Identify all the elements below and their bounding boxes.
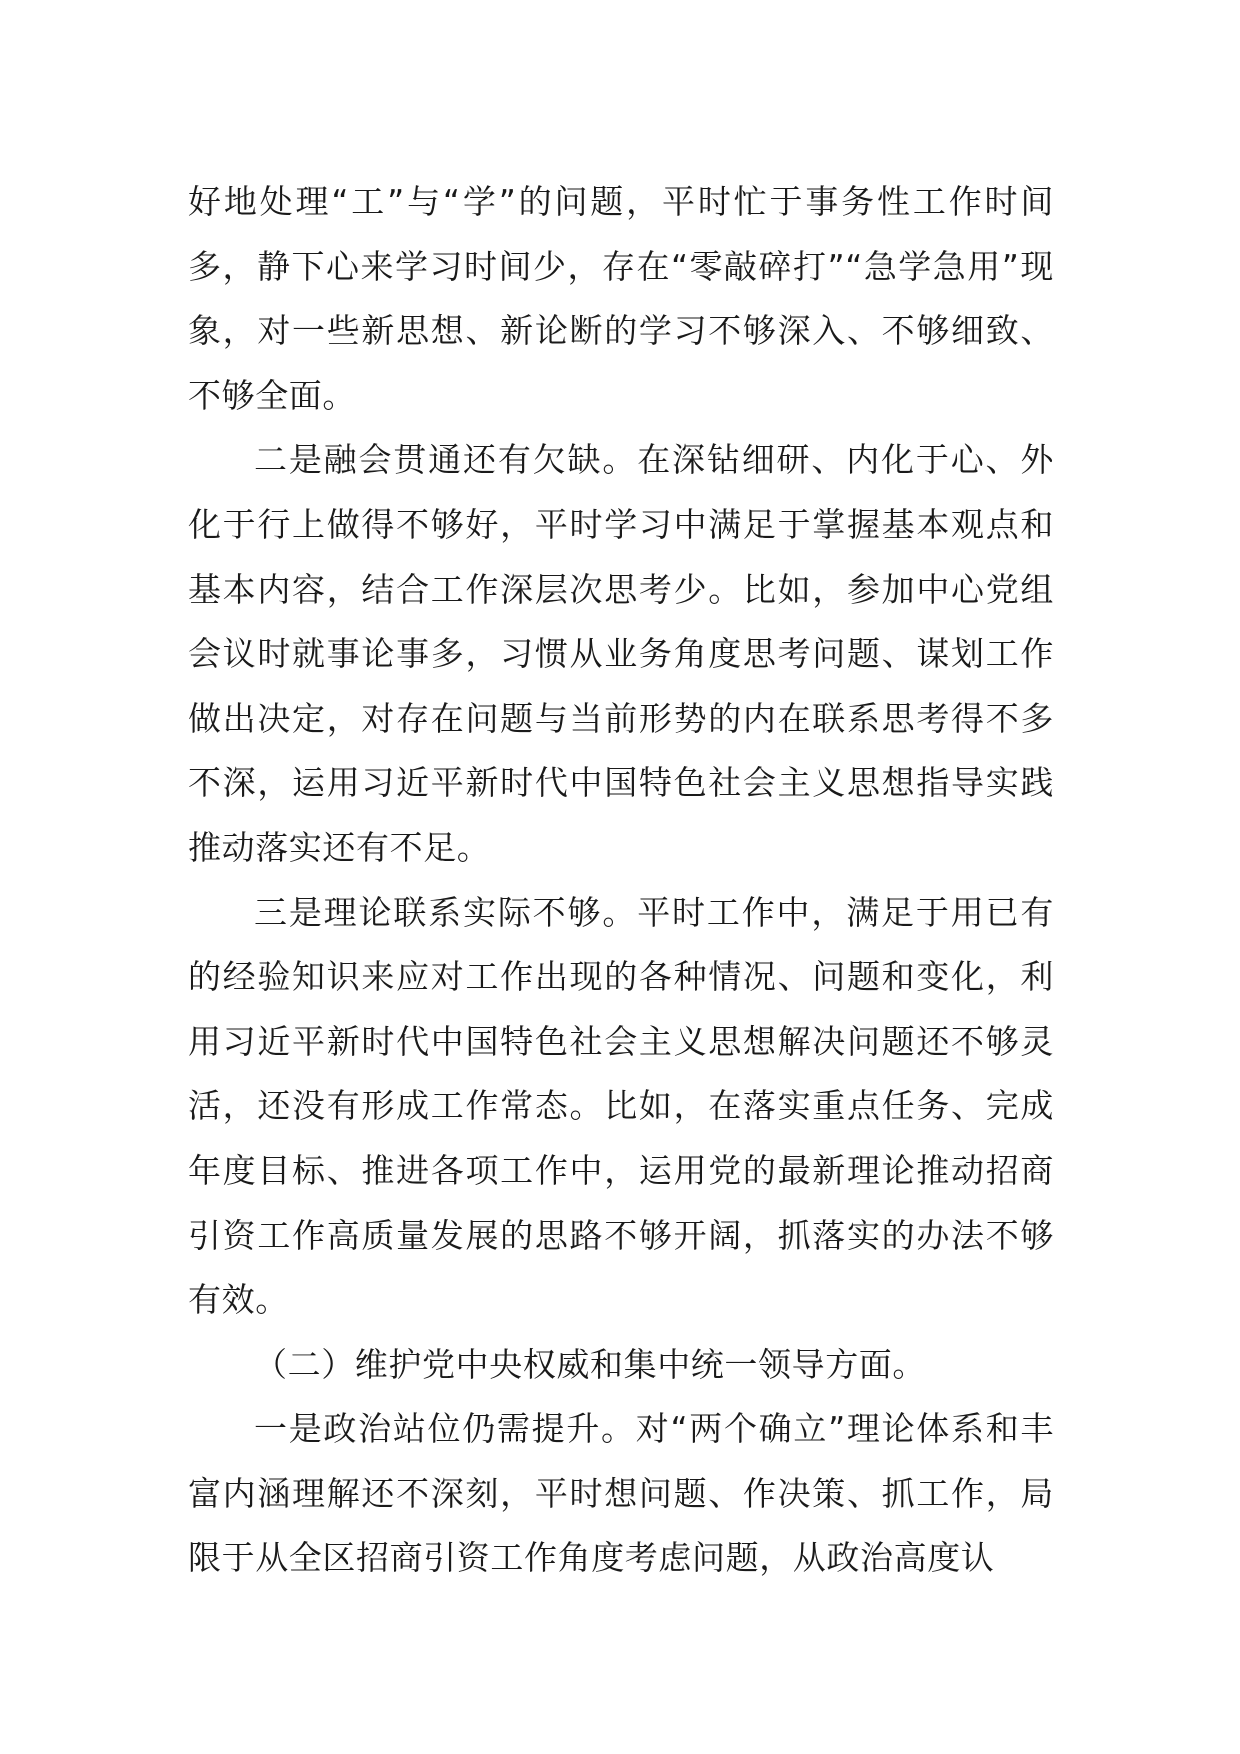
paragraph-2: 二是融会贯通还有欠缺。在深钻细研、内化于心、外化于行上做得不够好，平时学习中满足于掌握基本观点和基本内容，结合工作深层次思考少。比如，参加中心党组会议时就事论事多，习惯从业务角度思考问题、谋划工作做出决定，对存在问题与当前形势的内在联系思考得不多不深，运用习近平新时代中国特色社会主义思想指导实践推动落实还有不足。 (188, 440, 1054, 867)
paragraph-1: 好地处理“工”与“学”的问题，平时忙于事务性工作时间多，静下心来学习时间少，存在“零敲碎打”“急学急用”现象，对一些新思想、新论断的学习不够深入、不够细致、不够全面。 (188, 182, 1054, 415)
section-heading: （二）维护党中央权威和集中统一领导方面。 (254, 1344, 926, 1384)
document-body (188, 170, 1054, 1591)
paragraph-3: 三是理论联系实际不够。平时工作中，满足于用已有的经验知识来应对工作出现的各种情况、问题和变化，利用习近平新时代中国特色社会主义思想解决问题还不够灵活，还没有形成工作常态。比如，在落实重点任务、完成年度目标、推进各项工作中，运用党的最新理论推动招商引资工作高质量发展的思路不够开阔，抓落实的办法不够有效。 (188, 892, 1054, 1320)
paragraph-4: 一是政治站位仍需提升。对“两个确立”理论体系和丰富内涵理解还不深刻，平时想问题、作决策、抓工作，局限于从全区招商引资工作角度考虑问题，从政治高度认 (188, 1409, 1054, 1578)
